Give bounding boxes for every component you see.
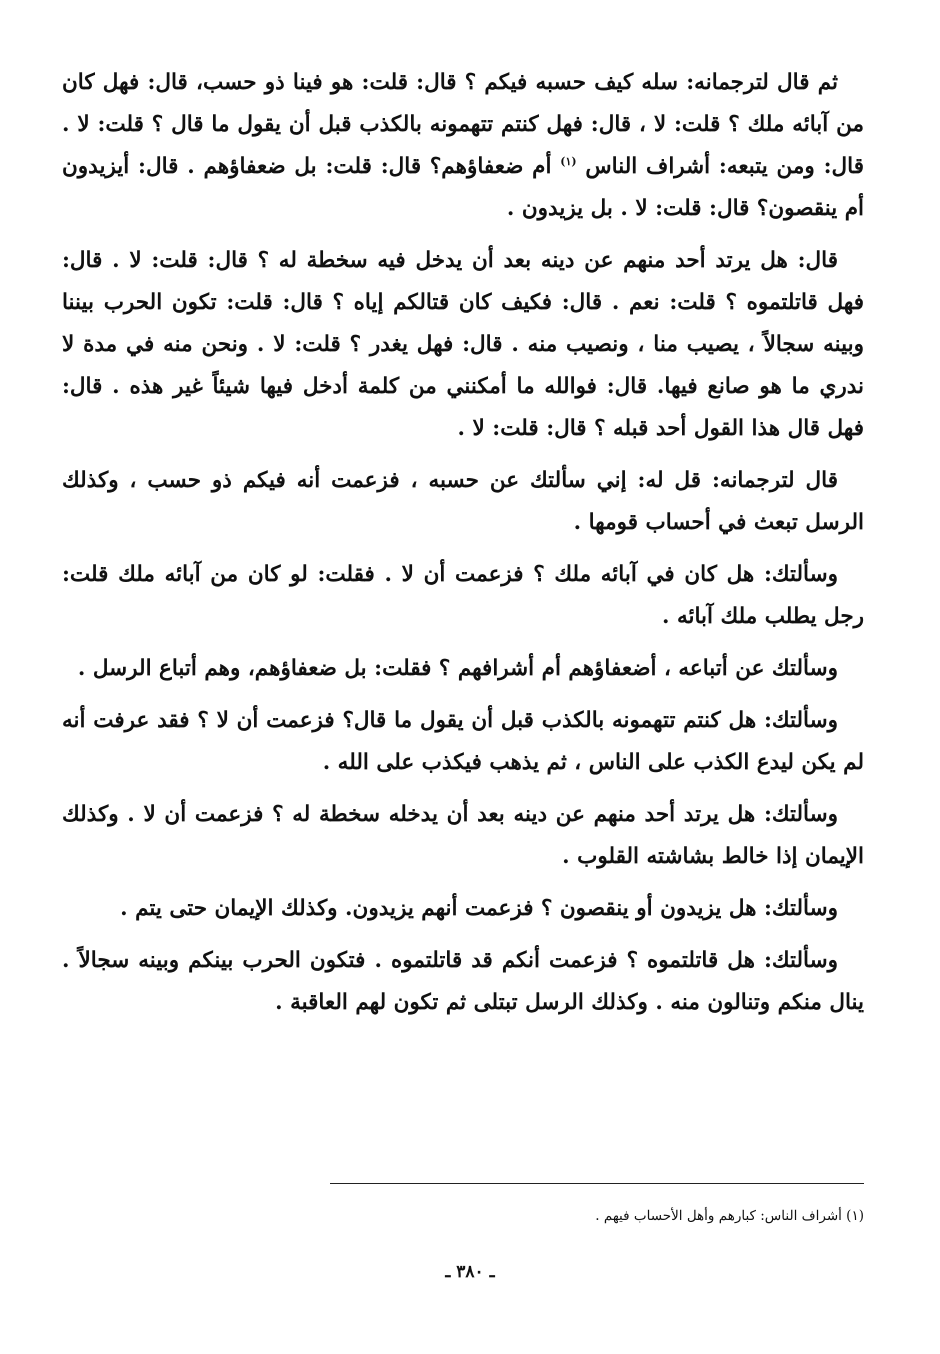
paragraph-8: وسألتك: هل يزيدون أو ينقصون ؟ فزعمت أنهم يزيدون. وكذلك الإيمان حتى يتم .	[120, 896, 838, 921]
paragraph-5: وسألتك عن أتباعه ، أضعفاؤهم أم أشرافهم ؟ فقلت: بل ضعفاؤهم، وهم أتباع الرسل .	[77, 656, 838, 681]
footnote-reference-marker: (١)	[560, 154, 577, 168]
paragraph-9: وسألتك: هل قاتلتموه ؟ فزعمت أنكم قد قاتلتموه . فتكون الحرب بينكم وبينه سجالاً . ينال منكم وتنالون منه . وكذلك الرسل تبتلى ثم تكون لهم العاقبة .	[62, 948, 864, 1015]
paragraph-2: قال: هل يرتد أحد منهم عن دينه بعد أن يدخل فيه سخطة له ؟ قال: قلت: لا . قال: فهل قاتلتموه ؟ قلت: نعم . قال: فكيف كان قتالكم إياه ؟ قال: قلت: تكون الحرب بيننا وبينه سجالاً ، يصيب منا ، ونصيب منه . قال: فهل يغدر ؟ قلت: لا . ونحن منه في مدة لا ندري ما هو صانع فيها. قال: فوالله ما أمكنني من كلمة أدخل فيها شيئاً غير هذه . قال: فهل قال هذا القول أحد قبله ؟ قال: قلت: لا .	[62, 248, 864, 441]
paragraph-4: وسألتك: هل كان في آبائه ملك ؟ فزعمت أن لا . فقلت: لو كان من آبائه ملك قلت: رجل يطلب ملك آبائه .	[62, 562, 864, 629]
paragraph-1-text-start: ثم قال لترجمانه: سله كيف حسبه فيكم ؟ قال: قلت: هو فينا ذو حسب، قال: فهل كان من آبائه ملك ؟ قلت: لا ، قال: فهل كنتم تتهمونه بالكذب قبل أن يقول ما قال ؟ قلت: لا . قال: ومن يتبعه: أشراف الناس	[62, 70, 864, 179]
paragraph-7: وسألتك: هل يرتد أحد منهم عن دينه بعد أن يدخله سخطة له ؟ فزعمت أن لا . وكذلك الإيمان إذا خالط بشاشته القلوب .	[62, 802, 864, 869]
footnote-divider	[330, 1183, 864, 1184]
paragraph-3: قال لترجمانه: قل له: إني سألتك عن حسبه ، فزعمت أنه فيكم ذو حسب ، وكذلك الرسل تبعث في أحساب قومها .	[62, 468, 864, 535]
main-text-body	[62, 62, 864, 1034]
paragraph-6: وسألتك: هل كنتم تتهمونه بالكذب قبل أن يقول ما قال؟ فزعمت أن لا ؟ فقد عرفت أنه لم يكن ليدع الكذب على الناس ، ثم يذهب فيكذب على الله .	[62, 708, 864, 775]
page-number: ـ ٣٨٠ ـ	[445, 1262, 495, 1282]
paragraph-1	[62, 62, 864, 230]
footnote: (١) أشراف الناس: كبارهم وأهل الأحساب فيهم .	[595, 1208, 864, 1224]
paragraph-1-text-end: أم ضعفاؤهم؟ قال: قلت: بل ضعفاؤهم . قال: أيزيدون أم ينقصون؟ قال: قلت: لا . بل يزيدون .	[62, 154, 864, 221]
